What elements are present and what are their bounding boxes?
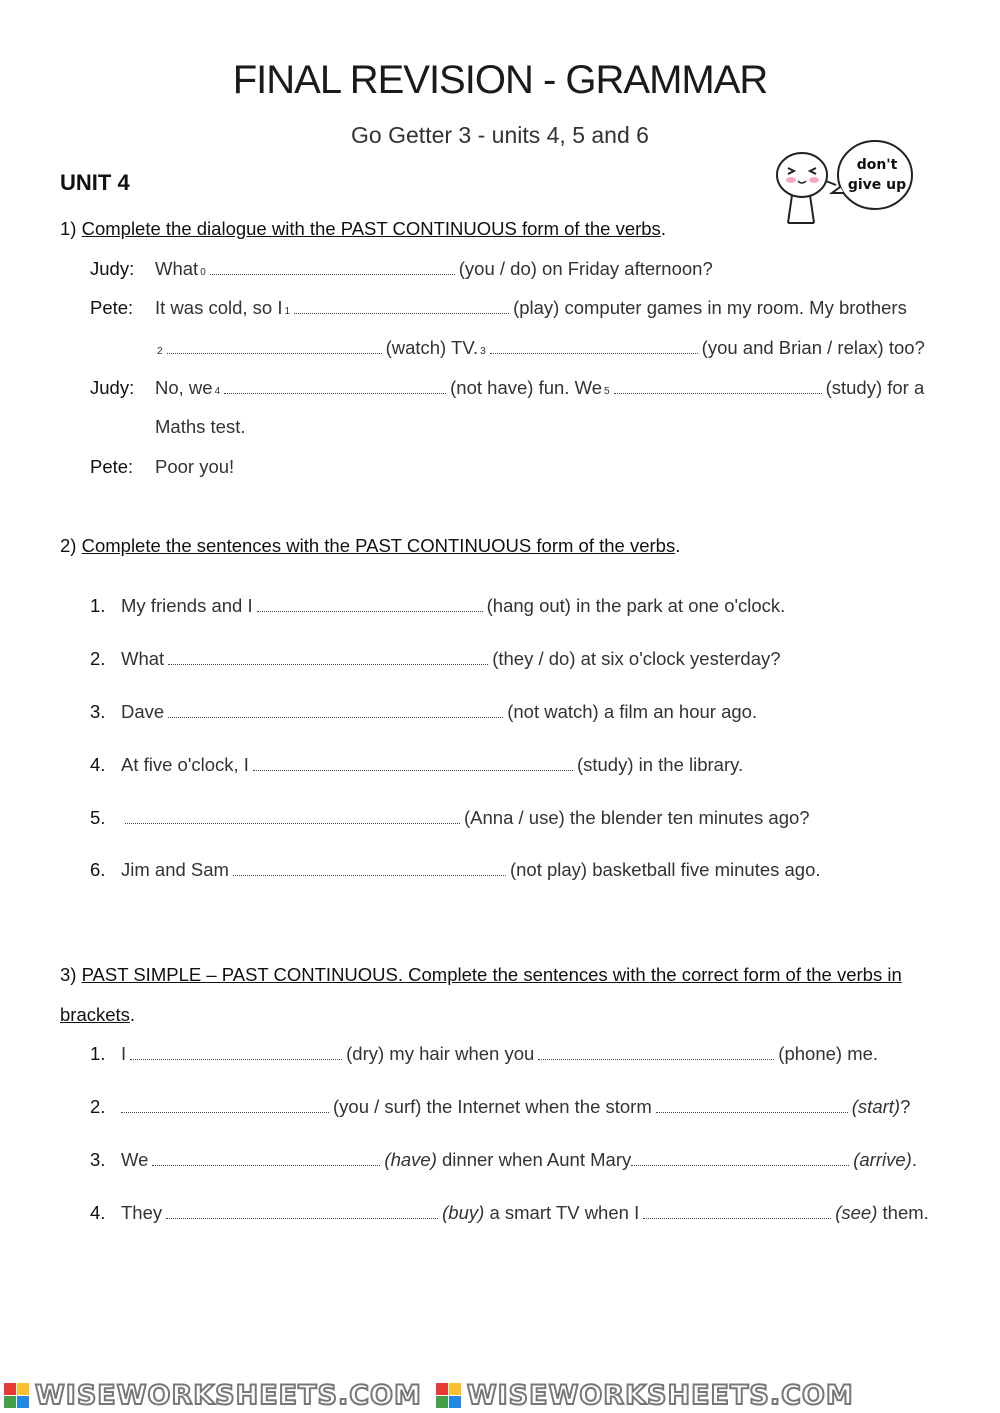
sentence: Jim and Sam (not play) basketball five minutes ago.	[121, 859, 821, 880]
sentence: They (buy) a smart TV when I (see) them.	[121, 1202, 929, 1223]
answer-blank[interactable]	[121, 1098, 329, 1113]
answer-blank[interactable]	[614, 379, 822, 394]
answer-blank[interactable]	[253, 756, 573, 771]
dialogue-line: What 0 (you / do) on Friday afternoon?	[155, 258, 713, 279]
answer-blank[interactable]	[224, 379, 446, 394]
brand-logo-icon	[4, 1383, 29, 1408]
answer-blank[interactable]	[643, 1204, 831, 1219]
sticker-text: don't give up	[847, 157, 907, 193]
brand-logo-icon	[436, 1383, 461, 1408]
footer-brand-strip	[0, 1378, 1000, 1413]
dialogue-line: Maths test.	[155, 416, 246, 437]
answer-blank[interactable]	[656, 1098, 848, 1113]
brand-text: WISEWORKSHEETS.COM	[466, 1380, 854, 1411]
item-number: 2.	[90, 648, 106, 669]
unit-heading: UNIT 4	[60, 170, 130, 195]
footer-brand	[0, 1380, 422, 1411]
section2-instruction: 2) Complete the sentences with the PAST CONTINUOUS form of the verbs.	[60, 535, 681, 556]
answer-blank[interactable]	[167, 339, 382, 354]
answer-blank[interactable]	[294, 299, 509, 314]
dialogue-line: 2 (watch) TV. 3 (you and Brian / relax) too?	[157, 337, 925, 358]
speaker-judy: Judy:	[90, 258, 135, 279]
item-number: 3.	[90, 1149, 106, 1170]
sentence: At five o'clock, I (study) in the library.	[121, 754, 744, 775]
page-subtitle: Go Getter 3 - units 4, 5 and 6	[351, 122, 649, 148]
section1-instruction: 1) Complete the dialogue with the PAST CONTINUOUS form of the verbs.	[60, 218, 666, 239]
sentence: Dave (not watch) a film an hour ago.	[121, 701, 758, 722]
item-number: 5.	[90, 807, 106, 828]
sentence: What (they / do) at six o'clock yesterday?	[121, 648, 781, 669]
answer-blank[interactable]	[631, 1151, 849, 1166]
item-number: 4.	[90, 1202, 106, 1223]
dialogue-line: No, we 4 (not have) fun. We 5 (study) for a	[155, 377, 925, 398]
item-number: 1.	[90, 595, 106, 616]
answer-blank[interactable]	[125, 809, 460, 824]
speaker-pete: Pete:	[90, 297, 134, 318]
answer-blank[interactable]	[490, 339, 698, 354]
dialogue-line: Poor you!	[155, 456, 235, 477]
answer-blank[interactable]	[166, 1204, 438, 1219]
answer-blank[interactable]	[210, 260, 455, 275]
page-title: FINAL REVISION - GRAMMAR	[232, 58, 768, 102]
sentence: My friends and I (hang out) in the park at one o'clock.	[121, 595, 786, 616]
section3-instruction-cont: brackets.	[60, 1004, 136, 1025]
answer-blank[interactable]	[168, 650, 488, 665]
answer-blank[interactable]	[538, 1045, 774, 1060]
answer-blank[interactable]	[152, 1151, 380, 1166]
item-number: 6.	[90, 859, 106, 880]
section3-instruction: 3) PAST SIMPLE – PAST CONTINUOUS. Complete the sentences with the correct form of the verbs in	[60, 964, 902, 985]
brand-text: WISEWORKSHEETS.COM	[35, 1380, 422, 1411]
speaker-pete: Pete:	[90, 456, 134, 477]
dialogue-line: It was cold, so I 1 (play) computer games in my room. My brothers	[155, 297, 907, 318]
sentence: (you / surf) the Internet when the storm (start) ?	[121, 1096, 910, 1118]
item-number: 4.	[90, 754, 106, 775]
sentence: I (dry) my hair when you (phone) me.	[121, 1043, 879, 1064]
item-number: 1.	[90, 1043, 106, 1064]
footer-brand	[432, 1380, 854, 1411]
sentence: (Anna / use) the blender ten minutes ago?	[121, 807, 810, 829]
answer-blank[interactable]	[168, 703, 503, 718]
answer-blank[interactable]	[130, 1045, 342, 1060]
item-number: 3.	[90, 701, 106, 722]
sentence: We (have) dinner when Aunt Mary (arrive) .	[121, 1149, 917, 1170]
answer-blank[interactable]	[257, 597, 483, 612]
speaker-judy: Judy:	[90, 377, 135, 398]
item-number: 2.	[90, 1096, 106, 1117]
answer-blank[interactable]	[233, 861, 506, 876]
